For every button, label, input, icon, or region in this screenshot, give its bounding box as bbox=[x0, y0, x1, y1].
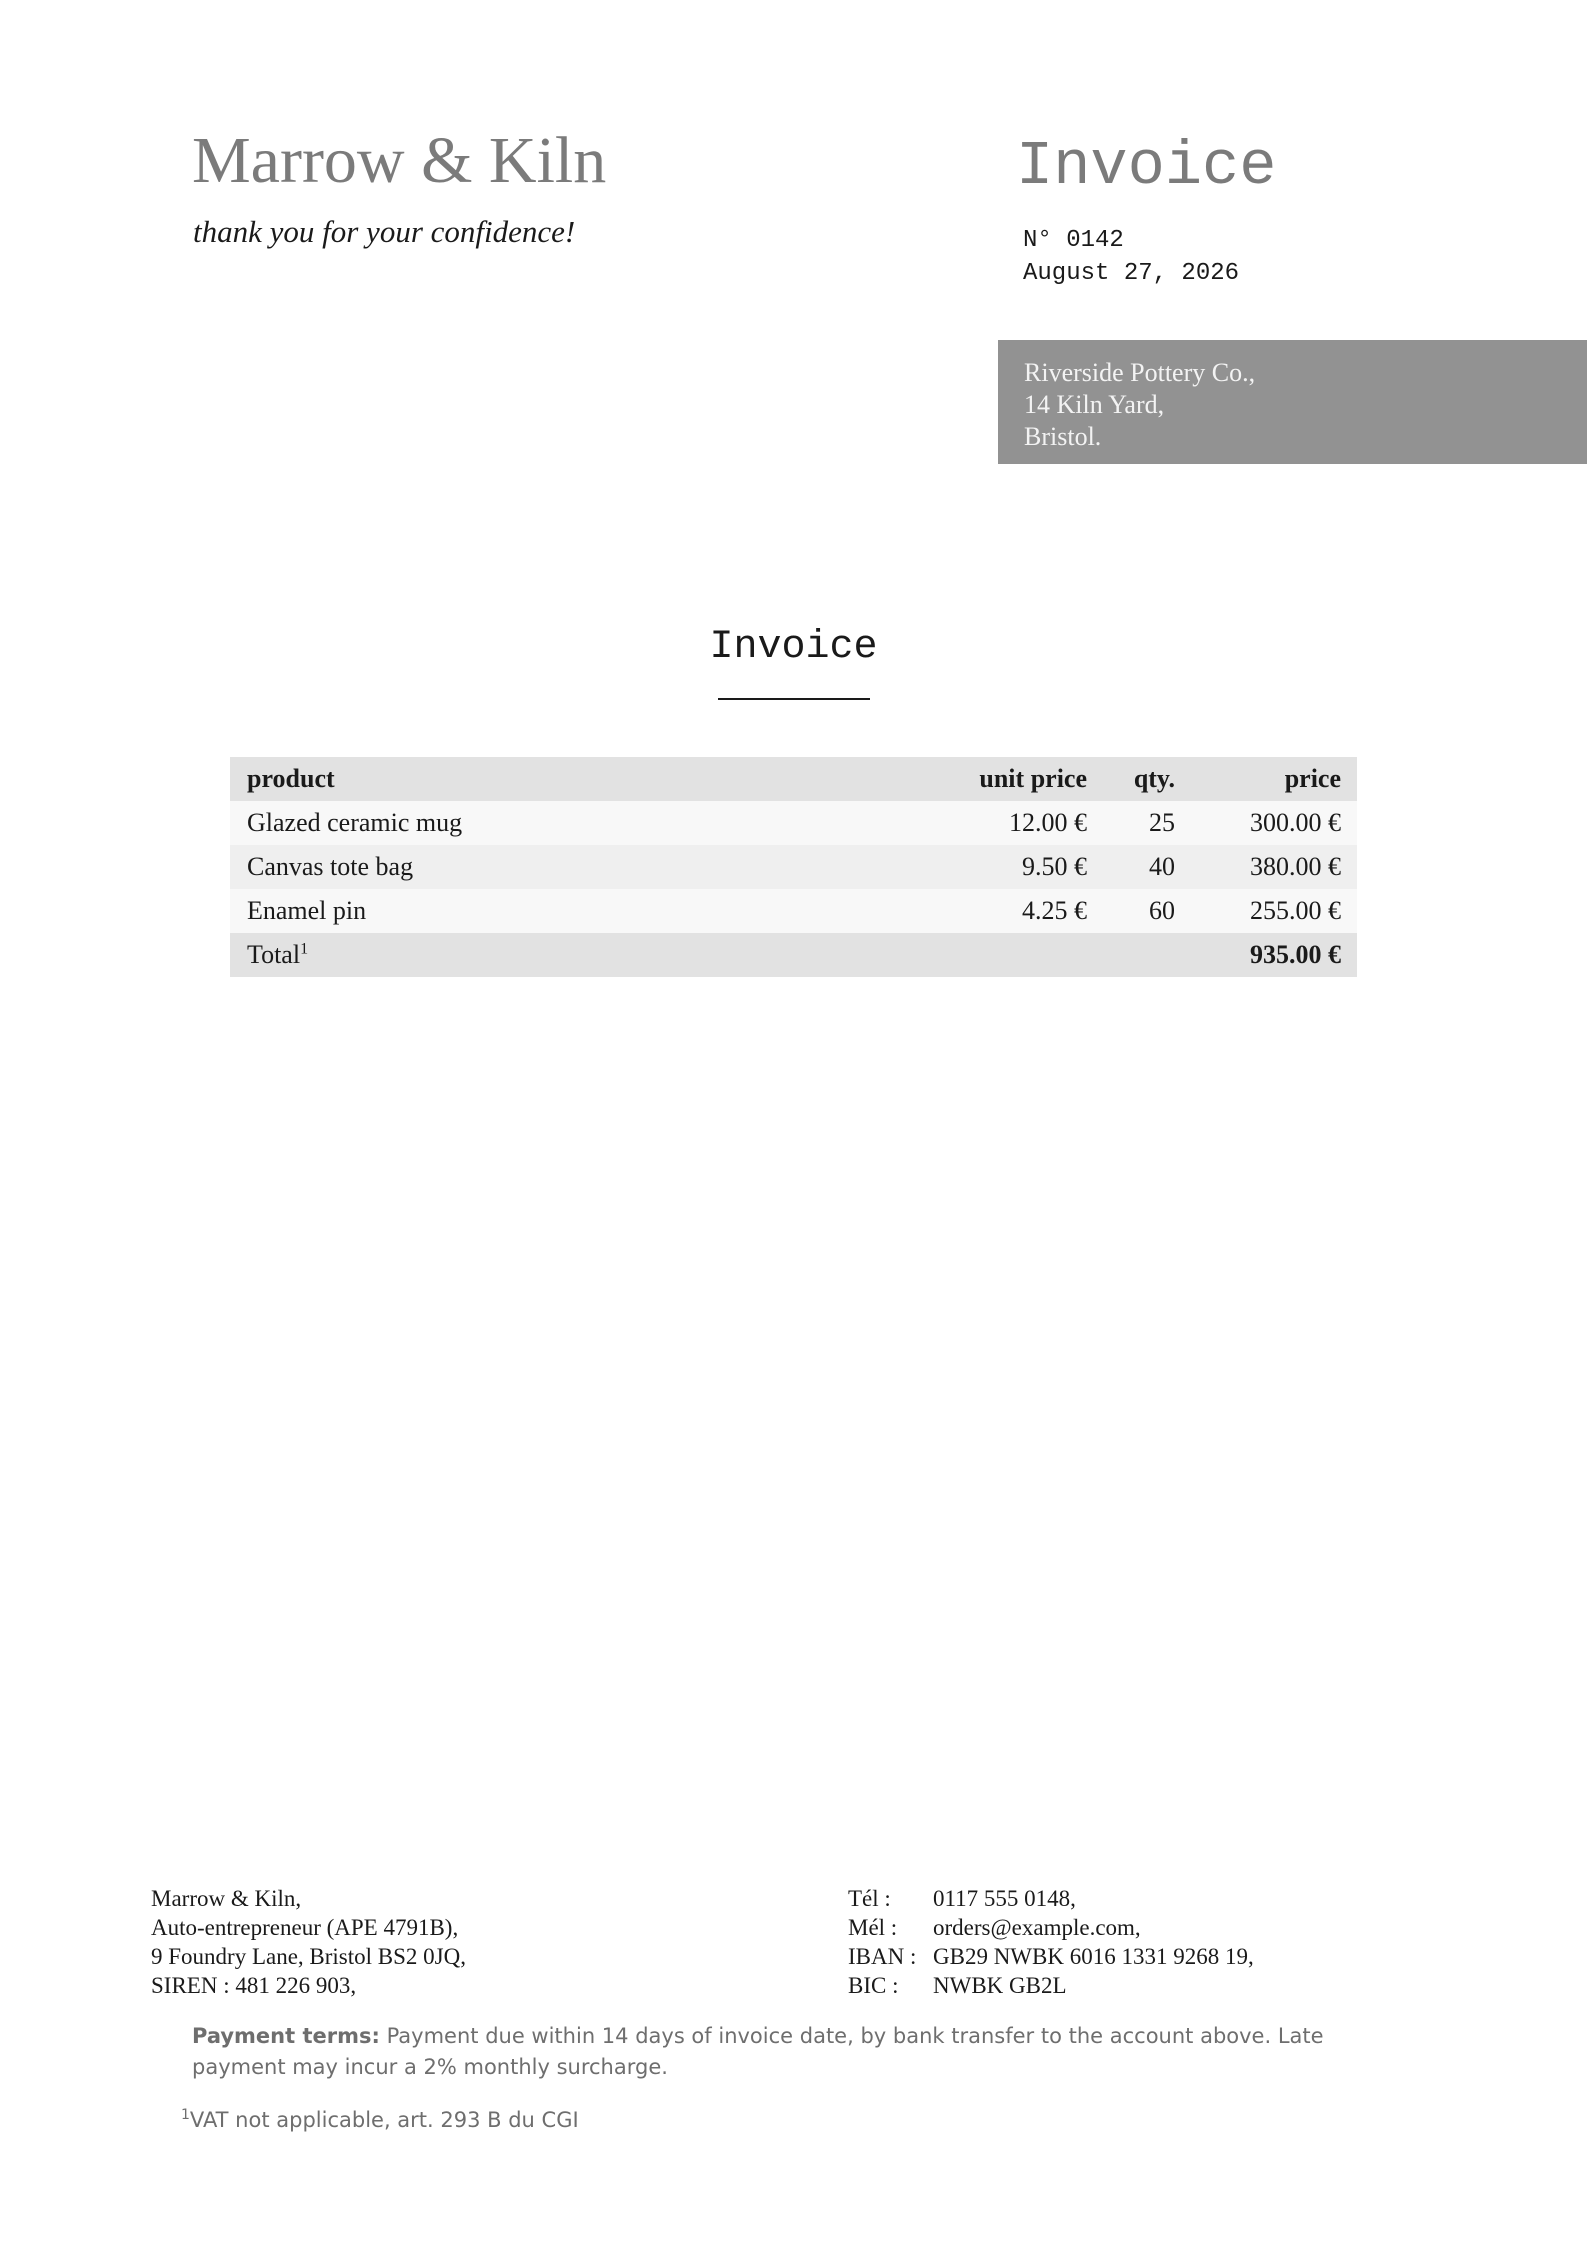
client-street: 14 Kiln Yard, bbox=[1024, 390, 1165, 419]
row-unit-price: 4.25 € bbox=[901, 889, 1099, 933]
footer-company-info bbox=[151, 1884, 466, 2000]
payment-terms-text: Payment due within 14 days of invoice date, by bank transfer to the account above. Late payment may incur a 2% monthly surcharge. bbox=[192, 2024, 1324, 2079]
line-items-table bbox=[230, 757, 1357, 977]
contact-iban-row bbox=[848, 1942, 1254, 1971]
contact-email-row bbox=[848, 1913, 1254, 1942]
footer-company-name: Marrow & Kiln, bbox=[151, 1886, 302, 1911]
total-row bbox=[230, 933, 1357, 977]
contact-iban-label: IBAN : bbox=[848, 1944, 917, 1969]
contact-email-value: orders@example.com, bbox=[933, 1915, 1141, 1940]
total-footnote-marker: 1 bbox=[300, 940, 309, 958]
total-empty-cell bbox=[901, 933, 1099, 977]
footer-company-address: 9 Foundry Lane, Bristol BS2 0JQ, bbox=[151, 1944, 466, 1969]
sender-tagline: thank you for your confidence! bbox=[193, 214, 576, 249]
client-city: Bristol. bbox=[1024, 422, 1102, 451]
total-label: Total bbox=[247, 940, 301, 969]
payment-terms-label: Payment terms: bbox=[192, 2024, 380, 2048]
vat-footnote bbox=[181, 2108, 579, 2132]
contact-bic-label: BIC : bbox=[848, 1973, 899, 1998]
table-row bbox=[230, 845, 1357, 889]
row-price: 255.00 € bbox=[1195, 889, 1357, 933]
contact-phone-value: 0117 555 0148, bbox=[933, 1886, 1076, 1911]
contact-bic-row bbox=[848, 1971, 1254, 2000]
row-qty: 60 bbox=[1099, 889, 1195, 933]
contact-phone-label: Tél : bbox=[848, 1886, 891, 1911]
invoice-meta bbox=[1023, 224, 1239, 290]
header-price: price bbox=[1195, 757, 1357, 801]
contact-email-label: Mél : bbox=[848, 1915, 898, 1940]
footnote-marker: 1 bbox=[181, 2107, 190, 2123]
header-qty: qty. bbox=[1099, 757, 1195, 801]
table-row bbox=[230, 889, 1357, 933]
footer-company-siren: SIREN : 481 226 903, bbox=[151, 1973, 357, 1998]
payment-terms bbox=[192, 2021, 1342, 2083]
row-product: Glazed ceramic mug bbox=[230, 801, 901, 845]
contact-phone-row bbox=[848, 1884, 1254, 1913]
table-header-row bbox=[230, 757, 1357, 801]
table-row bbox=[230, 801, 1357, 845]
row-product: Canvas tote bag bbox=[230, 845, 901, 889]
row-unit-price: 12.00 € bbox=[901, 801, 1099, 845]
invoice-date: August 27, 2026 bbox=[1023, 260, 1240, 287]
contact-bic-value: NWBK GB2L bbox=[933, 1973, 1067, 1998]
row-price: 380.00 € bbox=[1195, 845, 1357, 889]
table-title: Invoice bbox=[709, 625, 878, 670]
footer-contact-info bbox=[848, 1884, 1254, 2000]
invoice-heading: Invoice bbox=[1016, 131, 1277, 202]
total-empty-cell bbox=[1099, 933, 1195, 977]
invoice-number: N° 0142 bbox=[1023, 227, 1124, 254]
row-qty: 40 bbox=[1099, 845, 1195, 889]
title-underline bbox=[718, 698, 870, 700]
total-label-cell bbox=[230, 933, 901, 977]
contact-iban-value: GB29 NWBK 6016 1331 9268 19, bbox=[933, 1944, 1254, 1969]
footer-company-status: Auto-entrepreneur (APE 4791B), bbox=[151, 1915, 459, 1940]
footnote-text: VAT not applicable, art. 293 B du CGI bbox=[189, 2108, 579, 2132]
header-unit-price: unit price bbox=[901, 757, 1099, 801]
client-address-box bbox=[998, 340, 1587, 464]
header-product: product bbox=[230, 757, 901, 801]
row-unit-price: 9.50 € bbox=[901, 845, 1099, 889]
total-value: 935.00 € bbox=[1195, 933, 1357, 977]
sender-brand: Marrow & Kiln bbox=[192, 124, 607, 197]
row-product: Enamel pin bbox=[230, 889, 901, 933]
row-price: 300.00 € bbox=[1195, 801, 1357, 845]
client-name: Riverside Pottery Co., bbox=[1024, 358, 1256, 387]
row-qty: 25 bbox=[1099, 801, 1195, 845]
